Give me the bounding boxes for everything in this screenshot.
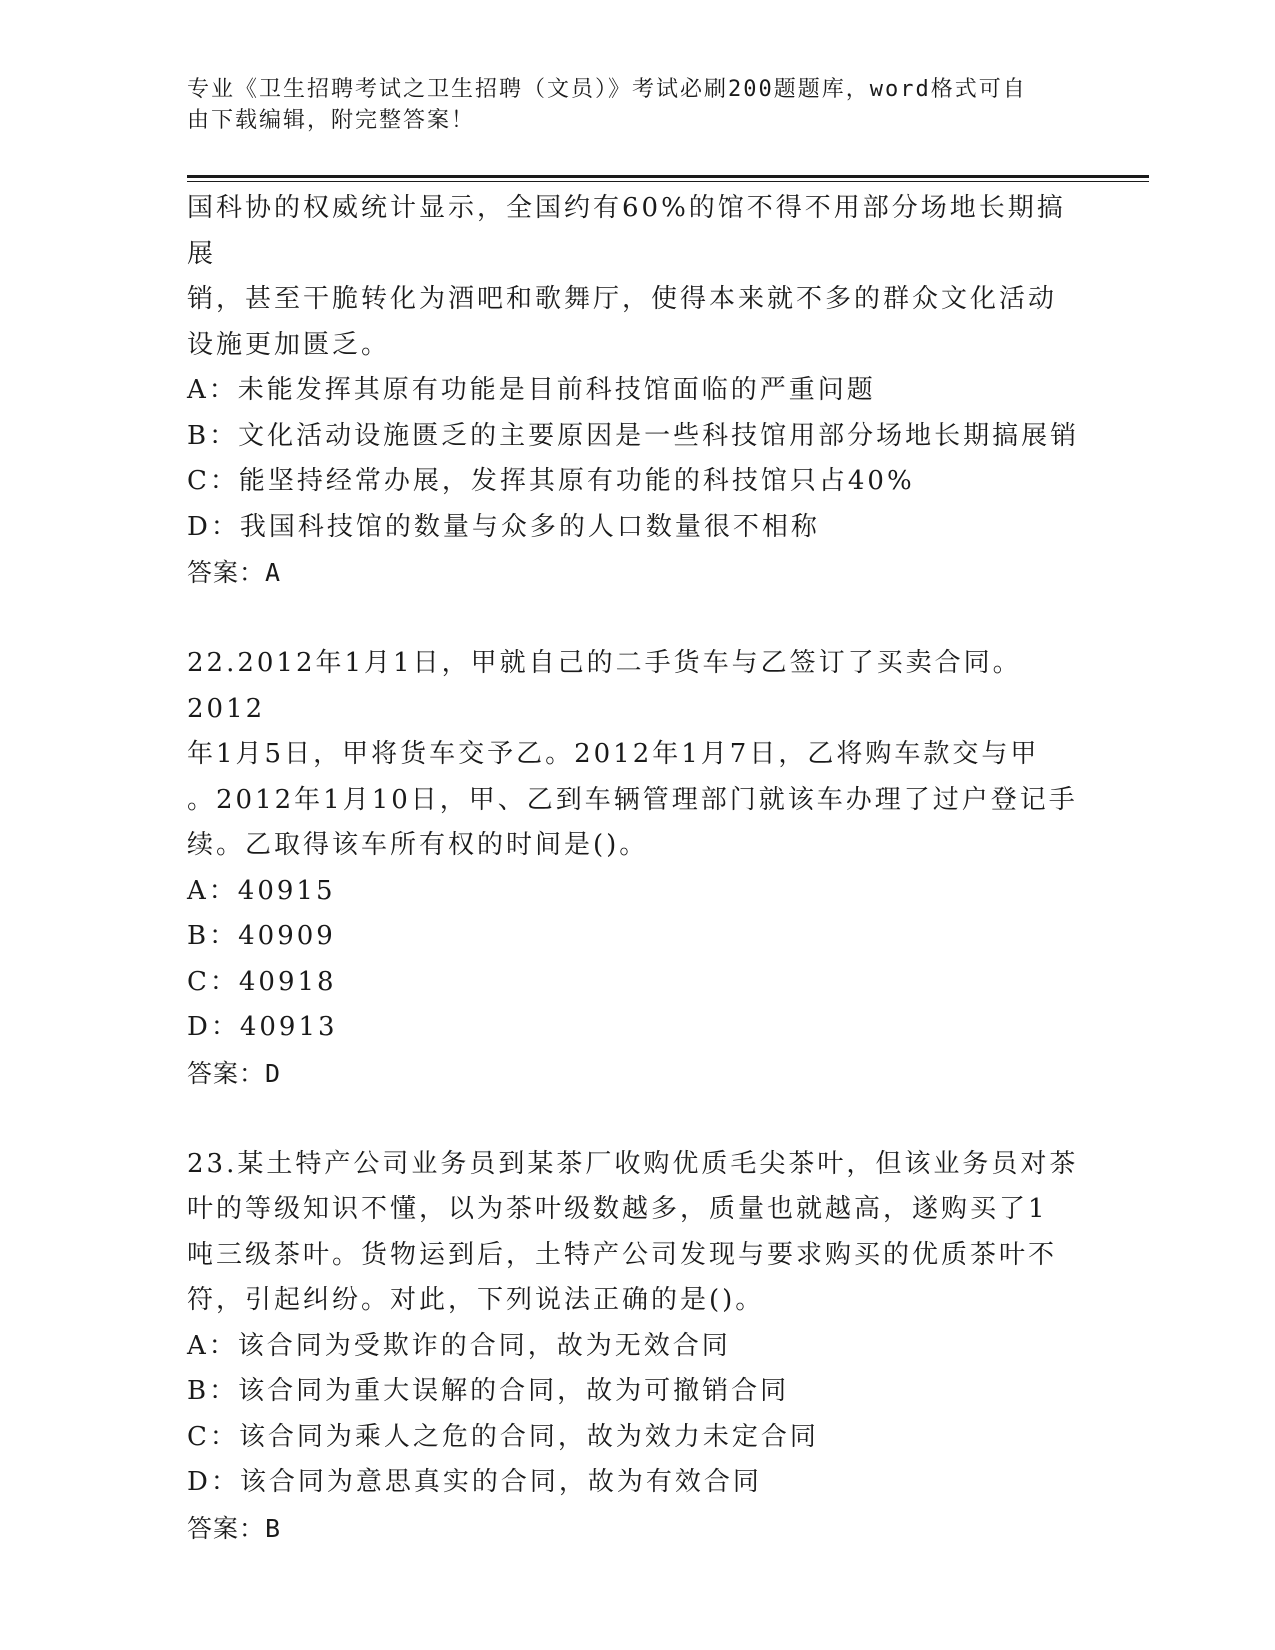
question-content <box>187 186 1087 1551</box>
question-23-block <box>187 1142 1087 1552</box>
q21-stem-line-3: 设施更加匮乏。 <box>187 329 391 360</box>
q23-answer: 答案：B <box>187 1513 282 1543</box>
header-divider-thin <box>187 181 1149 182</box>
q21-option-a: A：未能发挥其原有功能是目前科技馆面临的严重问题 <box>187 375 876 405</box>
q21-answer: 答案：A <box>187 558 282 587</box>
q21-stem-line-1: 国科协的权威统计显示，全国约有60%的馆不得不用部分场地长期搞展 <box>187 193 1066 269</box>
q23-option-a: A：该合同为受欺诈的合同，故为无效合同 <box>187 1330 731 1361</box>
spacer <box>187 1096 1087 1142</box>
q23-stem-line-2: 叶的等级知识不懂，以为茶叶级数越多，质量也就越高，遂购买了1 <box>187 1194 1048 1224</box>
q23-stem-line-3: 吨三级茶叶。货物运到后，土特产公司发现与要求购买的优质茶叶不 <box>187 1239 1058 1270</box>
q22-answer: 答案：D <box>187 1058 282 1088</box>
q23-option-c: C：该合同为乘人之危的合同，故为效力未定合同 <box>187 1421 819 1452</box>
q21-option-d: D：我国科技馆的数量与众多的人口数量很不相称 <box>187 511 820 542</box>
q23-option-d: D：该合同为意思真实的合同，故为有效合同 <box>187 1467 762 1497</box>
q23-option-b: B：该合同为重大误解的合同，故为可撤销合同 <box>187 1376 790 1406</box>
q22-option-b: B：40909 <box>187 921 336 951</box>
q22-option-a: A：40915 <box>187 875 336 906</box>
q21-stem-line-2: 销，甚至干脆转化为酒吧和歌舞厅，使得本来就不多的群众文化活动 <box>187 284 1058 314</box>
spacer <box>187 596 1087 642</box>
q22-stem-line-4: 续。乙取得该车所有权的时间是()。 <box>187 830 649 860</box>
q22-option-d: D：40913 <box>187 1012 338 1042</box>
q23-stem-line-1: 23.某土特产公司业务员到某茶厂收购优质毛尖茶叶，但该业务员对茶 <box>187 1148 1079 1179</box>
q22-stem-line-2: 年1月5日，甲将货车交予乙。2012年1月7日，乙将购车款交与甲 <box>187 739 1040 769</box>
q21-option-b: B：文化活动设施匮乏的主要原因是一些科技馆用部分场地长期搞展销 <box>187 420 1080 451</box>
document-header <box>187 74 1067 136</box>
q22-stem-line-1: 22.2012年1月1日，甲就自己的二手货车与乙签订了买卖合同。2012 <box>187 648 1022 724</box>
header-divider-thick <box>187 175 1149 178</box>
question-22-block <box>187 641 1087 1096</box>
q23-stem-line-4: 符，引起纠纷。对此，下列说法正确的是()。 <box>187 1285 765 1315</box>
q22-option-c: C：40918 <box>187 966 337 997</box>
header-title-line-1: 专业《卫生招聘考试之卫生招聘（文员）》考试必刷200题题库，word格式可自 <box>187 77 1027 102</box>
q21-option-c: C：能坚持经常办展，发挥其原有功能的科技馆只占40% <box>187 466 915 496</box>
question-21-block <box>187 186 1087 596</box>
header-title-line-2: 由下载编辑，附完整答案！ <box>187 108 476 133</box>
q22-stem-line-3: 。2012年1月10日，甲、乙到车辆管理部门就该车办理了过户登记手 <box>187 784 1078 815</box>
